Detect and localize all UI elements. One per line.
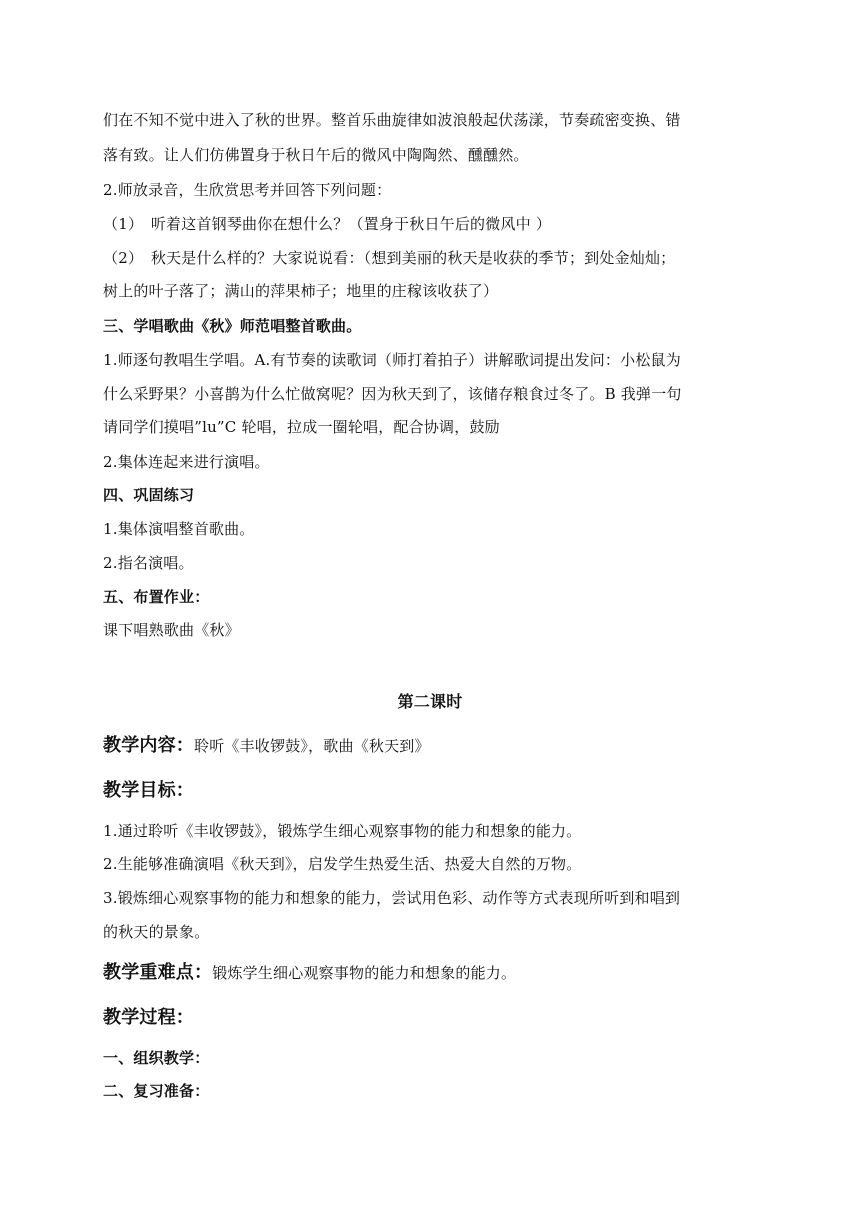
lesson-title: 第二课时: [397, 692, 463, 711]
section-heading: 四、巩固练习: [103, 486, 195, 504]
content-value: 聆听《丰收锣鼓》，歌曲《秋天到》: [194, 737, 430, 755]
difficulty-row: [103, 962, 763, 984]
paragraph-line: 树上的叶子落了；满山的萍果柿子；地里的庄稼该收获了）: [103, 282, 499, 300]
process-heading: 教学过程：: [103, 1007, 194, 1028]
process-step: 一、组织教学：: [103, 1049, 210, 1067]
goal-line: 1.通过聆听《丰收锣鼓》，锻炼学生细心观察事物的能力和想象的能力。: [103, 822, 582, 840]
paragraph-line: 1.师逐句教唱生学唱。A.有节奏的读歌词（师打着拍子）讲解歌词提出发问：小松鼠为: [103, 351, 681, 369]
paragraph-line: 2.集体连起来进行演唱。: [103, 453, 270, 471]
paragraph-line: 请同学们摸唱”lu”C 轮唱，拉成一圈轮唱，配合协调，鼓励: [103, 418, 500, 436]
process-step: 二、复习准备：: [103, 1082, 210, 1100]
goal-line: 2.生能够准确演唱《秋天到》，启发学生热爱生活、热爱大自然的万物。: [103, 855, 582, 873]
goal-line: 的秋天的景象。: [103, 923, 210, 941]
goals-heading: 教学目标：: [103, 780, 194, 801]
section-heading: 三、学唱歌曲《秋》师范唱整首歌曲。: [103, 317, 362, 335]
section-heading: 五、布置作业：: [103, 588, 210, 606]
paragraph-line: 2.师放录音，生欣赏思考并回答下列问题：: [103, 181, 392, 199]
question-line: （1） 听着这首钢琴曲你在想什么？（置身于秋日午后的微风中 ）: [103, 215, 552, 233]
paragraph-line: 课下唱熟歌曲《秋》: [103, 621, 240, 639]
difficulty-value: 锻炼学生细心观察事物的能力和想象的能力。: [212, 964, 517, 982]
goal-line: 3.锻炼细心观察事物的能力和想象的能力，尝试用色彩、动作等方式表现所听到和唱到: [103, 889, 681, 907]
content-label: 教学内容：: [103, 735, 194, 756]
paragraph-line: 落有致。让人们仿佛置身于秋日午后的微风中陶陶然、醺醺然。: [103, 146, 529, 164]
paragraph-line: 2.指名演唱。: [103, 554, 194, 572]
question-line: （2） 秋天是什么样的？大家说说看：（想到美丽的秋天是收获的季节；到处金灿灿；: [103, 249, 676, 267]
paragraph-line: 1.集体演唱整首歌曲。: [103, 520, 255, 538]
paragraph-line: 们在不知不觉中进入了秋的世界。整首乐曲旋律如波浪般起伏荡漾，节奏疏密变换、错: [103, 111, 681, 129]
paragraph-line: 什么采野果？小喜鹊为什么忙做窝呢？因为秋天到了，该储存粮食过冬了。B 我弹一句: [103, 385, 682, 403]
content-row: [103, 735, 763, 757]
difficulty-label: 教学重难点：: [103, 962, 213, 983]
